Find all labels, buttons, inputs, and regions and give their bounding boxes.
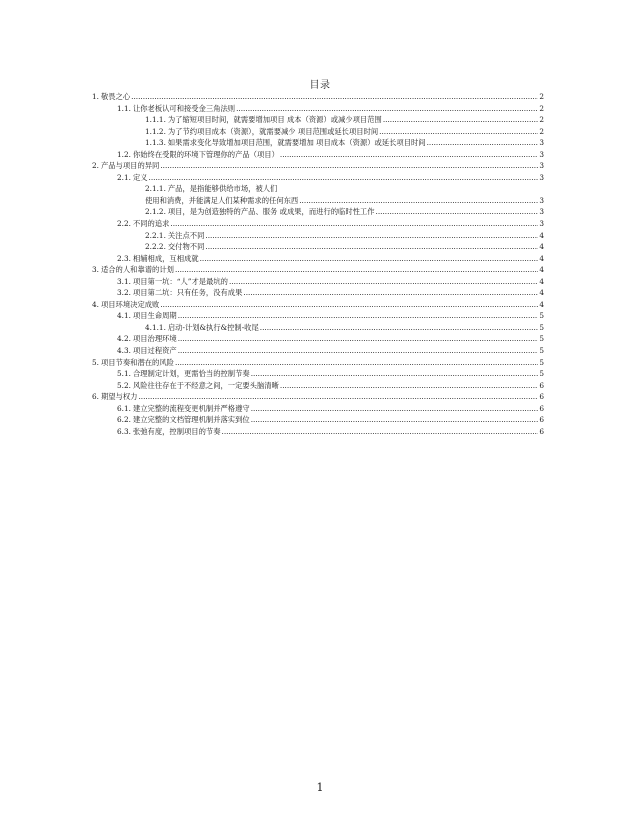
toc-entry-number: 3.2. bbox=[117, 288, 131, 298]
toc-entry-title: 项目治理环境 bbox=[132, 334, 177, 344]
toc-entry-number: 3. bbox=[92, 265, 99, 275]
toc-entry-page: 4 bbox=[539, 265, 544, 275]
toc-entry[interactable] bbox=[92, 114, 544, 126]
page-number: 1 bbox=[316, 781, 324, 794]
dot-leader bbox=[260, 322, 539, 334]
toc-entry-title: 产品，是指能够供给市场，被人们 bbox=[167, 184, 278, 194]
toc-entry[interactable] bbox=[92, 241, 544, 253]
toc-entry-title: 风险往往存在于不经意之间，一定要头脑清晰 bbox=[132, 380, 279, 390]
toc-entry-page: 5 bbox=[539, 369, 544, 379]
toc-entry[interactable] bbox=[92, 333, 544, 345]
toc-entry-title: 项目过程资产 bbox=[132, 346, 177, 356]
dot-leader bbox=[222, 426, 539, 438]
toc-entry-page: 6 bbox=[539, 403, 544, 413]
toc-entry-title: 产品与项目的异同 bbox=[100, 161, 160, 171]
toc-entry-title: 项目节奏和潜在的风险 bbox=[100, 357, 174, 367]
toc-entry-number: 3.1. bbox=[117, 276, 131, 286]
toc-entry[interactable] bbox=[92, 126, 544, 138]
dot-leader bbox=[175, 264, 538, 276]
toc-entry[interactable] bbox=[92, 287, 544, 299]
table-of-contents bbox=[92, 91, 544, 437]
toc-entry-number: 2.2. bbox=[117, 219, 131, 229]
toc-entry-number: 4.2. bbox=[117, 334, 131, 344]
dot-leader bbox=[427, 137, 539, 149]
dot-leader bbox=[178, 310, 539, 322]
dot-leader bbox=[379, 126, 538, 138]
toc-entry-page: 6 bbox=[539, 392, 544, 402]
toc-entry-page: 3 bbox=[539, 195, 544, 205]
toc-entry-title: 为了缩短项目时间，就需要增加项目 成本（资源）或减少项目范围 bbox=[167, 115, 382, 125]
toc-entry[interactable] bbox=[92, 368, 544, 380]
dot-leader bbox=[376, 206, 539, 218]
dot-leader bbox=[178, 345, 539, 357]
toc-entry-number: 2.1.1. bbox=[145, 184, 166, 194]
toc-entry[interactable] bbox=[92, 160, 544, 172]
toc-entry-title: 适合的人和靠谱的计划 bbox=[100, 265, 174, 275]
dot-leader bbox=[280, 380, 538, 392]
toc-entry[interactable] bbox=[92, 137, 544, 149]
toc-entry-title: 项目生命周期 bbox=[132, 311, 177, 321]
toc-entry-page: 4 bbox=[539, 288, 544, 298]
toc-entry[interactable] bbox=[92, 310, 544, 322]
toc-entry[interactable] bbox=[92, 414, 544, 426]
dot-leader bbox=[280, 149, 538, 161]
toc-entry-page: 6 bbox=[539, 415, 544, 425]
toc-entry-page: 3 bbox=[539, 138, 544, 148]
toc-entry-number: 1.1.2. bbox=[145, 126, 166, 136]
dot-leader bbox=[205, 230, 538, 242]
toc-entry-number: 2.1.2. bbox=[145, 207, 166, 217]
dot-leader bbox=[251, 368, 539, 380]
dot-leader bbox=[160, 299, 538, 311]
toc-entry-number: 6.2. bbox=[117, 415, 131, 425]
toc-entry-number: 2.2.1. bbox=[145, 230, 166, 240]
dot-leader bbox=[236, 103, 538, 115]
toc-entry-title: 项目环境决定成败 bbox=[100, 299, 160, 309]
toc-entry-number: 2. bbox=[92, 161, 99, 171]
toc-entry-number: 5. bbox=[92, 357, 99, 367]
toc-entry-page: 3 bbox=[539, 149, 544, 159]
toc-entry[interactable] bbox=[92, 426, 544, 438]
dot-leader bbox=[175, 357, 538, 369]
toc-entry-number: 4.1. bbox=[117, 311, 131, 321]
toc-entry-title: 期望与权力 bbox=[100, 392, 138, 402]
toc-entry-page: 5 bbox=[539, 322, 544, 332]
toc-entry-title: 建立完整的流程变更机制并严格遵守 bbox=[132, 403, 250, 413]
toc-entry[interactable] bbox=[92, 345, 544, 357]
toc-entry-number: 1.1.3. bbox=[145, 138, 166, 148]
dot-leader bbox=[149, 172, 539, 184]
toc-entry-title: 为了节约项目成本（资源），就需要减少 项目范围或延长项目时间 bbox=[167, 126, 379, 136]
toc-entry-number: 4.1.1. bbox=[145, 322, 166, 332]
toc-entry-page: 4 bbox=[539, 253, 544, 263]
toc-entry[interactable] bbox=[92, 380, 544, 392]
dot-leader bbox=[229, 276, 538, 288]
toc-entry-title: 敬畏之心 bbox=[100, 92, 131, 101]
dot-leader bbox=[251, 414, 539, 426]
dot-leader bbox=[383, 114, 539, 126]
toc-entry-page: 6 bbox=[539, 380, 544, 390]
toc-entry-page: 3 bbox=[539, 207, 544, 217]
toc-entry-number: 2.3. bbox=[117, 253, 131, 263]
toc-entry[interactable] bbox=[92, 149, 544, 161]
toc-entry-number: 6.3. bbox=[117, 426, 131, 436]
dot-leader bbox=[200, 253, 539, 265]
toc-entry[interactable] bbox=[92, 230, 544, 242]
toc-entry-number: 2.1. bbox=[117, 172, 131, 182]
toc-entry-page: 3 bbox=[539, 161, 544, 171]
toc-entry-number: 1.2. bbox=[117, 149, 131, 159]
dot-leader bbox=[160, 160, 538, 172]
toc-entry-number: 1.1.1. bbox=[145, 115, 166, 125]
toc-entry-title: 定义 bbox=[132, 172, 148, 182]
dot-leader bbox=[251, 403, 539, 415]
toc-entry[interactable] bbox=[92, 322, 544, 334]
toc-entry[interactable] bbox=[92, 357, 544, 369]
toc-entry-page: 3 bbox=[539, 172, 544, 182]
toc-entry-number: 2.2.2. bbox=[145, 242, 166, 252]
toc-entry-number: 4.3. bbox=[117, 346, 131, 356]
toc-entry[interactable] bbox=[92, 195, 544, 207]
toc-entry-page: 4 bbox=[539, 230, 544, 240]
toc-entry[interactable] bbox=[92, 403, 544, 415]
toc-entry-title: 项目第二坑：只有任务，没有成果 bbox=[132, 288, 243, 298]
toc-entry-page: 2 bbox=[539, 126, 544, 136]
toc-entry-page: 5 bbox=[539, 334, 544, 344]
toc-entry-page: 4 bbox=[539, 242, 544, 252]
toc-entry[interactable] bbox=[92, 299, 544, 311]
toc-entry-title: 启动-计划&执行&控制-收尾 bbox=[167, 322, 259, 332]
toc-entry[interactable] bbox=[92, 276, 544, 288]
toc-entry[interactable] bbox=[92, 103, 544, 115]
toc-entry-title: 相辅相成，互相成就 bbox=[132, 253, 199, 263]
toc-entry[interactable] bbox=[92, 91, 544, 103]
toc-entry-number: 6.1. bbox=[117, 403, 131, 413]
toc-entry[interactable] bbox=[92, 218, 544, 230]
toc-entry-title: 合理制定计划，更需恰当的控制节奏 bbox=[132, 369, 250, 379]
toc-entry-page: 5 bbox=[539, 357, 544, 367]
dot-leader bbox=[299, 195, 538, 207]
toc-entry-title: 项目，是为创造独特的产品、服务 或成果，而进行的临时性工作 bbox=[167, 207, 375, 217]
toc-entry-title: 使用和消费，并能满足人们某种需求的任何东西 bbox=[145, 195, 299, 205]
toc-entry-page: 4 bbox=[539, 299, 544, 309]
toc-entry[interactable] bbox=[92, 253, 544, 265]
toc-entry-page: 4 bbox=[539, 276, 544, 286]
toc-entry-title: 张弛有度，控制项目的节奏 bbox=[132, 426, 221, 436]
toc-title: 目录 bbox=[309, 80, 331, 91]
toc-entry-page: 5 bbox=[539, 311, 544, 321]
toc-entry-page: 3 bbox=[539, 219, 544, 229]
toc-entry[interactable] bbox=[92, 264, 544, 276]
toc-entry-page: 2 bbox=[539, 103, 544, 113]
toc-entry[interactable] bbox=[92, 172, 544, 184]
dot-leader bbox=[178, 333, 539, 345]
toc-entry-page: 6 bbox=[539, 426, 544, 436]
toc-entry-title: 不同的追求 bbox=[132, 219, 170, 229]
dot-leader bbox=[170, 218, 538, 230]
toc-entry-title: 项目第一坑：“人”才是最坑的 bbox=[132, 276, 228, 286]
toc-entry-title: 关注点不同 bbox=[167, 230, 205, 240]
toc-entry[interactable] bbox=[92, 206, 544, 218]
toc-entry-number: 1.1. bbox=[117, 103, 131, 113]
toc-entry-title: 让你老板认可和接受金三角法则 bbox=[132, 103, 236, 113]
toc-entry-page: 2 bbox=[539, 115, 544, 125]
toc-entry-number: 1. bbox=[92, 92, 99, 101]
toc-entry-page: 2 bbox=[539, 92, 544, 101]
toc-entry-title: 交付物不同 bbox=[167, 242, 205, 252]
toc-entry-title: 你始终在受限的环境下管理你的产品（项目） bbox=[132, 149, 279, 159]
dot-leader bbox=[131, 91, 538, 103]
toc-entry-number: 6. bbox=[92, 392, 99, 402]
dot-leader bbox=[205, 241, 538, 253]
toc-entry-number: 4. bbox=[92, 299, 99, 309]
toc-entry-title: 如果需求变化导致增加项目范围，就需要增加 项目成本（资源）或延长项目时间 bbox=[167, 138, 426, 148]
toc-entry-page: 5 bbox=[539, 346, 544, 356]
toc-entry[interactable] bbox=[92, 183, 544, 195]
toc-entry-title: 建立完整的文档管理机制并落实到位 bbox=[132, 415, 250, 425]
toc-entry-number: 5.1. bbox=[117, 369, 131, 379]
dot-leader bbox=[243, 287, 538, 299]
dot-leader bbox=[138, 391, 538, 403]
toc-entry[interactable] bbox=[92, 391, 544, 403]
toc-entry-number: 5.2. bbox=[117, 380, 131, 390]
